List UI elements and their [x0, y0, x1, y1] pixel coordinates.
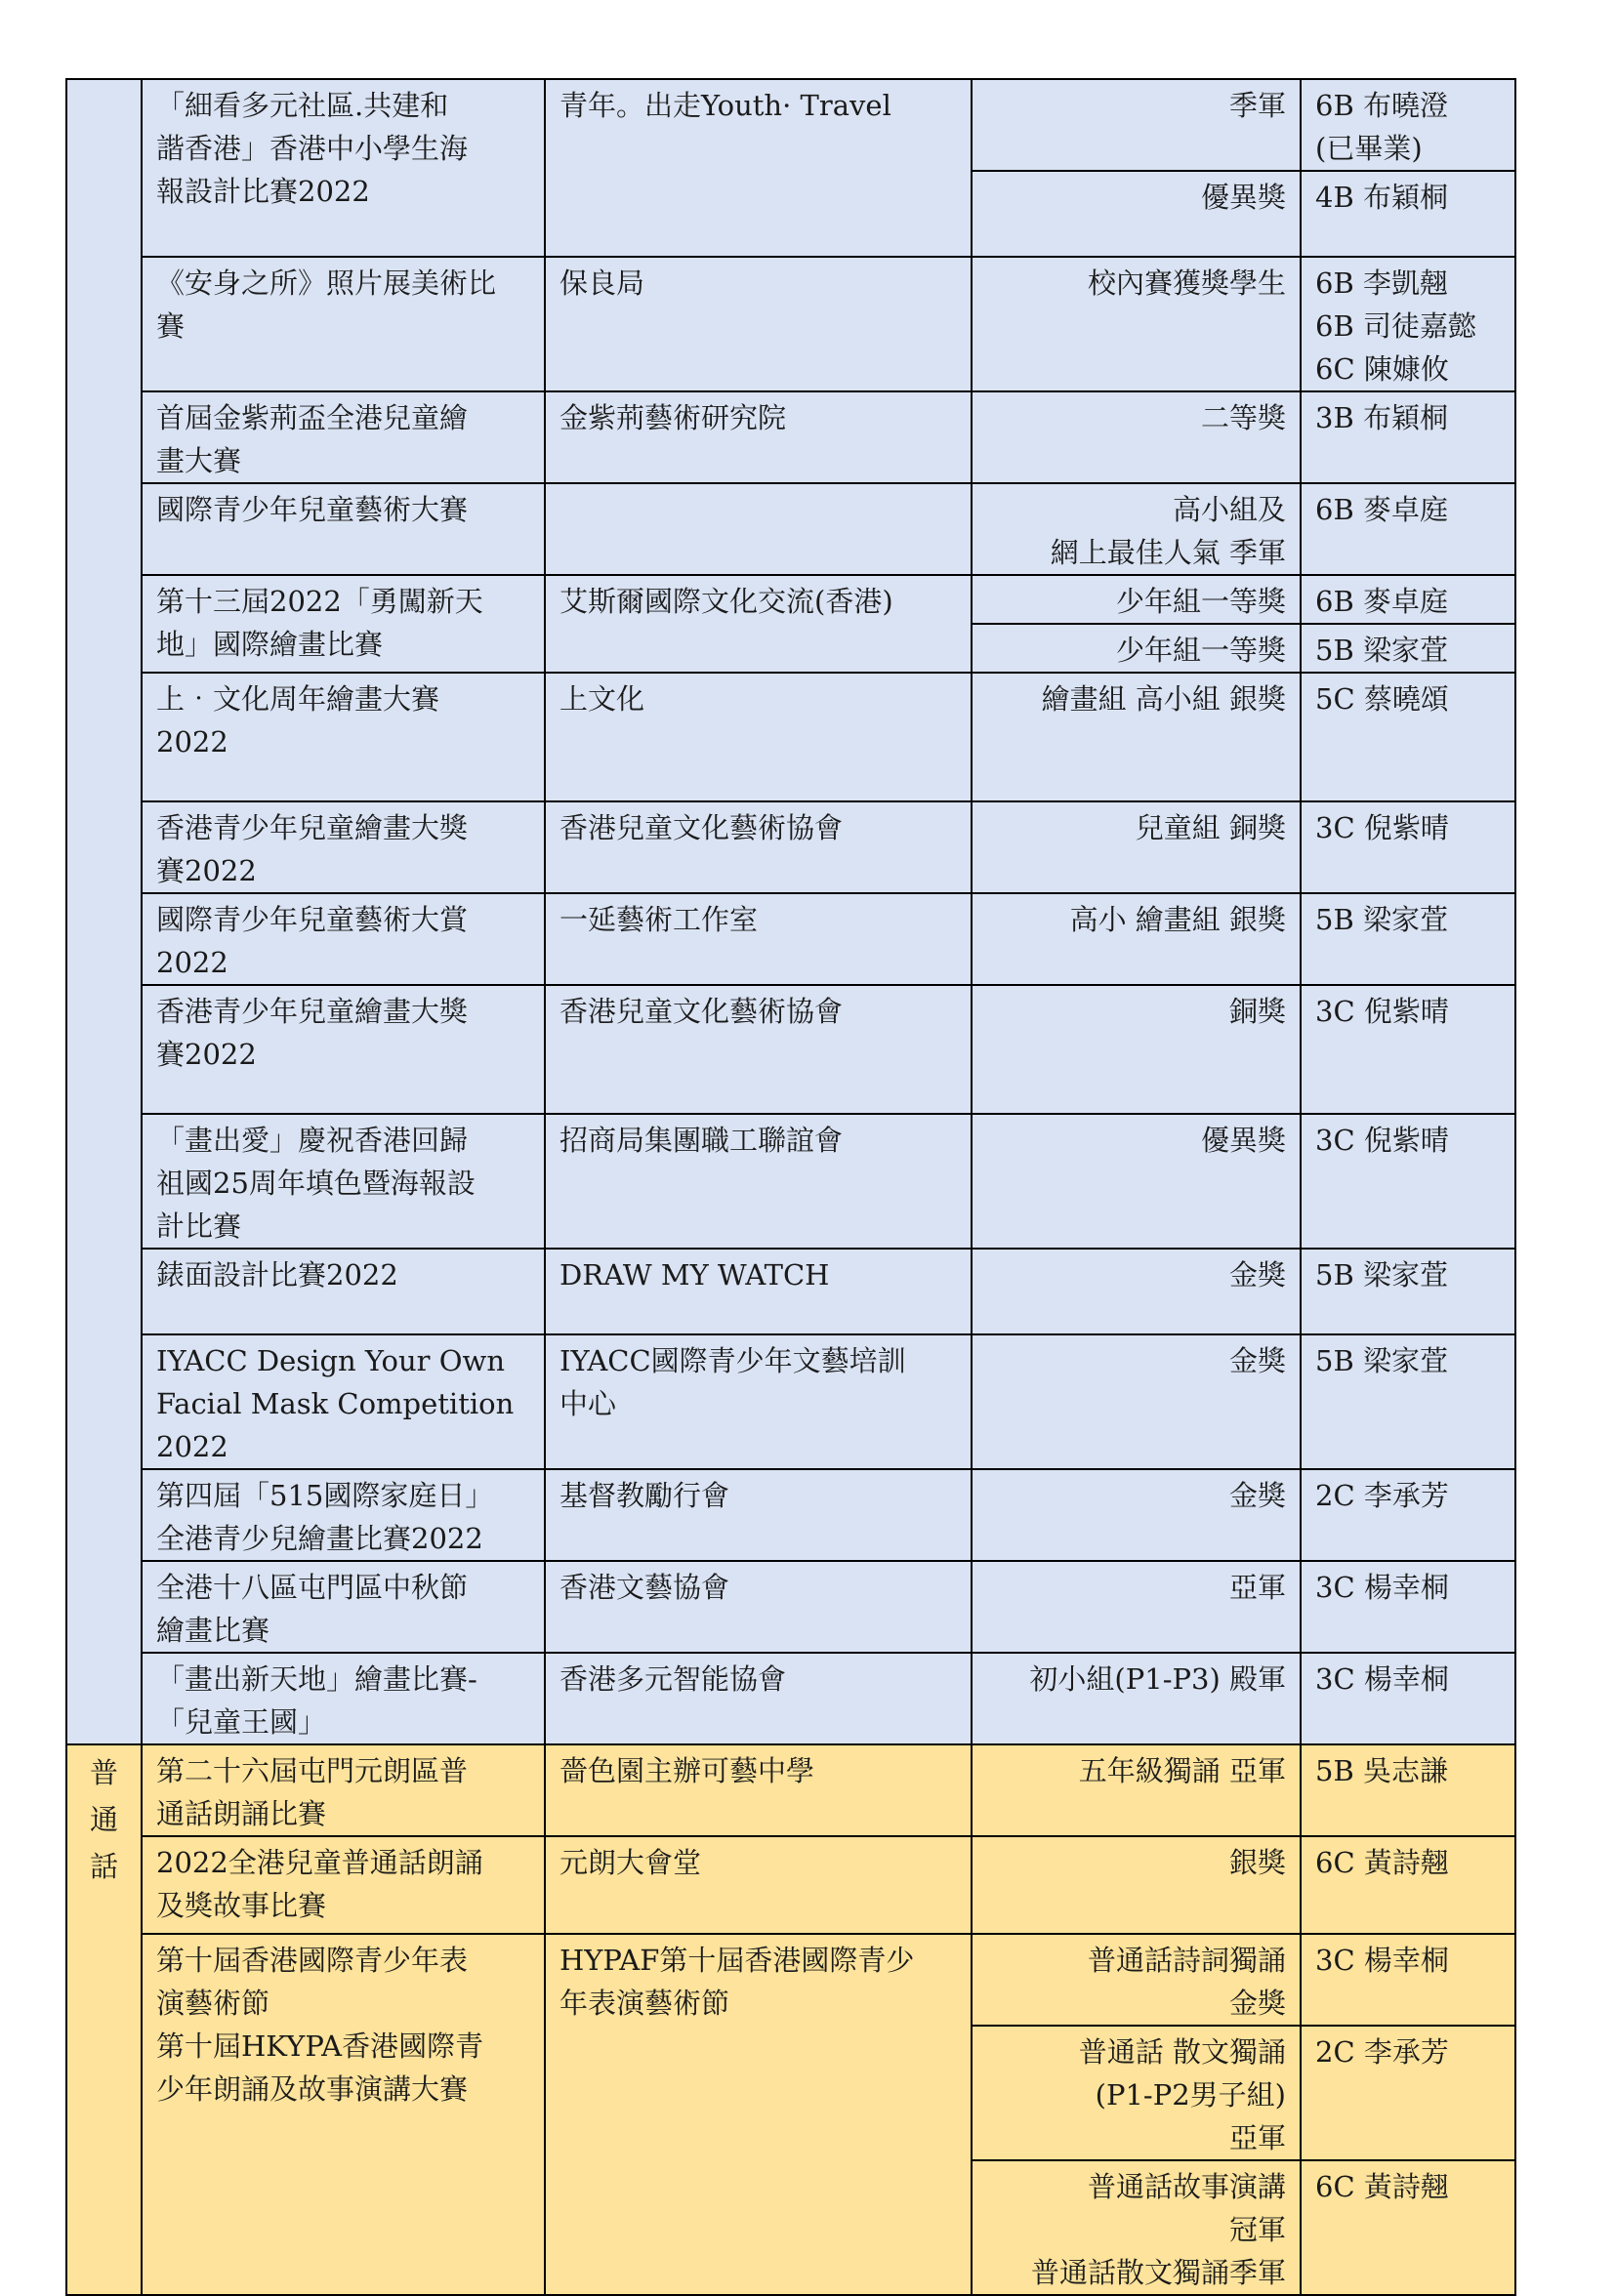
competition-cell — [142, 985, 545, 1114]
cell-line: 通話朗誦比賽 — [156, 1797, 327, 1830]
cell-line: 少年朗誦及故事演講大賽 — [156, 2072, 469, 2106]
cell-line: HYPAF第十屆香港國際青少 — [559, 1944, 915, 1977]
student-cell — [1301, 257, 1515, 391]
student-cell — [1301, 893, 1515, 985]
student-cell — [1301, 985, 1515, 1114]
competition-cell — [142, 1469, 545, 1561]
table-row — [66, 257, 1515, 391]
cell-line: 賽2022 — [156, 1038, 257, 1071]
cell-line: 季軍 — [1228, 89, 1286, 122]
student-cell — [1301, 1114, 1515, 1249]
cell-line: 亞軍 — [1228, 1571, 1286, 1604]
cell-line: 及獎故事比賽 — [156, 1889, 327, 1922]
cell-line: 4B 布穎桐 — [1315, 181, 1448, 214]
cell-line: 3C 楊幸桐 — [1315, 1662, 1449, 1696]
cell-line: 2022 — [156, 725, 228, 758]
award-cell — [972, 483, 1301, 575]
awards-table-body — [66, 79, 1515, 2295]
cell-line: 5C 蔡曉頌 — [1315, 682, 1449, 716]
organizer-cell — [545, 801, 972, 893]
organizer-cell — [545, 1114, 972, 1249]
organizer-cell — [545, 1744, 972, 1836]
cell-line: 金獎 — [1228, 1344, 1286, 1377]
table-row — [66, 1114, 1515, 1249]
cell-line: 2C 李承芳 — [1315, 2035, 1449, 2069]
organizer-cell — [545, 1934, 972, 2295]
competition-cell — [142, 575, 545, 673]
student-cell — [1301, 1836, 1515, 1934]
cell-line: 計比賽 — [156, 1210, 242, 1243]
cell-line: 金獎 — [1228, 1479, 1286, 1512]
cell-line: DRAW MY WATCH — [559, 1258, 830, 1292]
cell-line: 6B 司徒嘉懿 — [1315, 309, 1476, 343]
competition-cell — [142, 257, 545, 391]
award-cell — [972, 1249, 1301, 1334]
cell-line: 5B 梁家萓 — [1315, 1258, 1448, 1292]
table-row — [66, 79, 1515, 171]
competition-cell — [142, 1653, 545, 1744]
competition-cell — [142, 1114, 545, 1249]
award-cell — [972, 2026, 1301, 2160]
student-cell — [1301, 575, 1515, 624]
student-cell — [1301, 483, 1515, 575]
student-cell — [1301, 171, 1515, 257]
award-cell — [972, 673, 1301, 801]
awards-table — [65, 78, 1516, 2296]
cell-line: 國際青少年兒童藝術大賞 — [156, 903, 469, 936]
cell-line: 香港兒童文化藝術協會 — [559, 995, 844, 1028]
cell-line: 高小組及 — [1172, 493, 1286, 526]
cell-line: 優異獎 — [1200, 181, 1286, 214]
table-row — [66, 1249, 1515, 1334]
cell-line: 香港青少年兒童繪畫大獎 — [156, 995, 469, 1028]
award-cell — [972, 1934, 1301, 2026]
table-row — [66, 483, 1515, 575]
organizer-cell — [545, 575, 972, 673]
student-cell — [1301, 2160, 1515, 2295]
cell-line: 第十三屆2022「勇闖新天 — [156, 585, 483, 618]
award-cell — [972, 1334, 1301, 1469]
award-cell — [972, 171, 1301, 257]
category-char: 話 — [89, 1850, 118, 1883]
cell-line: 優異獎 — [1200, 1124, 1286, 1157]
cell-line: 6B 李凱翹 — [1315, 266, 1448, 300]
organizer-cell — [545, 391, 972, 483]
student-cell — [1301, 1334, 1515, 1469]
cell-line: 3C 楊幸桐 — [1315, 1944, 1449, 1977]
award-cell — [972, 1114, 1301, 1249]
cell-line: 元朗大會堂 — [559, 1846, 702, 1879]
organizer-cell — [545, 985, 972, 1114]
organizer-cell — [545, 1334, 972, 1469]
competition-cell — [142, 801, 545, 893]
student-cell — [1301, 1934, 1515, 2026]
award-cell — [972, 1653, 1301, 1744]
cell-line: 高小 繪畫組 銀獎 — [1069, 903, 1286, 936]
organizer-cell — [545, 1469, 972, 1561]
cell-line: 艾斯爾國際文化交流(香港) — [559, 585, 893, 618]
award-cell — [972, 801, 1301, 893]
cell-line: 金獎 — [1228, 1987, 1286, 2020]
cell-line: 2022全港兒童普通話朗誦 — [156, 1846, 483, 1879]
award-cell — [972, 624, 1301, 673]
cell-line: 3C 倪紫晴 — [1315, 1124, 1449, 1157]
cell-line: 普通話 散文獨誦 — [1078, 2035, 1286, 2069]
student-cell — [1301, 391, 1515, 483]
cell-line: IYACC國際青少年文藝培訓 — [559, 1344, 906, 1377]
award-cell — [972, 79, 1301, 171]
competition-cell — [142, 673, 545, 801]
cell-line: 年表演藝術節 — [559, 1987, 730, 2020]
cell-line: 繪畫組 高小組 銀獎 — [1041, 682, 1286, 716]
category-cell — [66, 79, 142, 1744]
cell-line: 普通話詩詞獨誦 — [1087, 1944, 1286, 1977]
table-row — [66, 1836, 1515, 1934]
award-cell — [972, 1744, 1301, 1836]
cell-line: 畫大賽 — [156, 444, 242, 477]
cell-line: 網上最佳人氣 季軍 — [1050, 536, 1286, 569]
organizer-cell — [545, 673, 972, 801]
table-row — [66, 1561, 1515, 1653]
table-row — [66, 893, 1515, 985]
table-row — [66, 673, 1515, 801]
cell-line: 少年組一等獎 — [1115, 585, 1286, 618]
cell-line: 全港十八區屯門區中秋節 — [156, 1571, 469, 1604]
cell-line: 3C 倪紫晴 — [1315, 811, 1449, 844]
competition-cell — [142, 1249, 545, 1334]
competition-cell — [142, 79, 545, 257]
cell-line: 上文化 — [559, 682, 645, 716]
cell-line: 「畫出愛」慶祝香港回歸 — [156, 1124, 469, 1157]
cell-line: (P1-P2男子組) — [1095, 2078, 1286, 2112]
cell-line: 招商局集團職工聯誼會 — [559, 1124, 844, 1157]
cell-line: 國際青少年兒童藝術大賽 — [156, 493, 469, 526]
cell-line: 諧香港」香港中小學生海 — [156, 132, 469, 165]
cell-line: 少年組一等獎 — [1115, 634, 1286, 667]
cell-line: 6B 布曉澄 — [1315, 89, 1448, 122]
competition-cell — [142, 1744, 545, 1836]
award-cell — [972, 391, 1301, 483]
cell-line: 香港多元智能協會 — [559, 1662, 787, 1696]
cell-line: 中心 — [559, 1387, 617, 1420]
award-cell — [972, 1836, 1301, 1934]
cell-line: 2022 — [156, 1430, 228, 1463]
cell-line: 6B 麥卓庭 — [1315, 493, 1448, 526]
cell-line: 「細看多元社區.共建和 — [156, 89, 449, 122]
cell-line: 銀獎 — [1228, 1846, 1286, 1879]
student-cell — [1301, 673, 1515, 801]
cell-line: 3C 倪紫晴 — [1315, 995, 1449, 1028]
cell-line: 兒童組 銅獎 — [1135, 811, 1286, 844]
award-cell — [972, 257, 1301, 391]
table-row — [66, 985, 1515, 1114]
competition-cell — [142, 893, 545, 985]
cell-line: 香港兒童文化藝術協會 — [559, 811, 844, 844]
cell-line: 錶面設計比賽2022 — [156, 1258, 398, 1292]
cell-line: 賽2022 — [156, 854, 257, 887]
cell-line: 第十屆香港國際青少年表 — [156, 1944, 469, 1977]
cell-line: 報設計比賽2022 — [156, 175, 370, 208]
cell-line: 普通話故事演講 — [1087, 2170, 1286, 2203]
cell-line: 金紫荊藝術研究院 — [559, 401, 787, 434]
cell-line: IYACC Design Your Own — [156, 1344, 506, 1377]
cell-line: (已畢業) — [1315, 132, 1423, 165]
cell-line: 《安身之所》照片展美術比 — [156, 266, 497, 300]
cell-line: Facial Mask Competition — [156, 1387, 515, 1420]
cell-line: 亞軍 — [1228, 2121, 1286, 2154]
cell-line: 香港文藝協會 — [559, 1571, 730, 1604]
cell-line: 5B 梁家萓 — [1315, 903, 1448, 936]
cell-line: 校內賽獲獎學生 — [1087, 266, 1286, 300]
table-row — [66, 1469, 1515, 1561]
cell-line: 2C 李承芳 — [1315, 1479, 1449, 1512]
category-char: 通 — [89, 1803, 118, 1836]
cell-line: 第十屆HKYPA香港國際青 — [156, 2030, 484, 2063]
cell-line: 祖國25周年填色暨海報設 — [156, 1167, 476, 1200]
table-row — [66, 1334, 1515, 1469]
student-cell — [1301, 1744, 1515, 1836]
cell-line: 3C 楊幸桐 — [1315, 1571, 1449, 1604]
competition-cell — [142, 483, 545, 575]
table-row — [66, 575, 1515, 624]
award-cell — [972, 1469, 1301, 1561]
cell-line: 一延藝術工作室 — [559, 903, 759, 936]
cell-line: 上‧文化周年繪畫大賽 — [156, 682, 440, 716]
student-cell — [1301, 1561, 1515, 1653]
cell-line: 6C 黃詩翹 — [1315, 1846, 1449, 1879]
student-cell — [1301, 1653, 1515, 1744]
cell-line: 演藝術節 — [156, 1987, 270, 2020]
organizer-cell — [545, 483, 972, 575]
cell-line: 第四屆「515國際家庭日」 — [156, 1479, 494, 1512]
organizer-cell — [545, 1561, 972, 1653]
cell-line: 5B 梁家萓 — [1315, 634, 1448, 667]
cell-line: 全港青少兒繪畫比賽2022 — [156, 1522, 483, 1555]
table-row — [66, 391, 1515, 483]
competition-cell — [142, 1836, 545, 1934]
organizer-cell — [545, 1836, 972, 1934]
cell-line: 普通話散文獨誦季軍 — [1030, 2256, 1286, 2289]
award-cell — [972, 575, 1301, 624]
award-cell — [972, 985, 1301, 1114]
category-cell — [66, 1744, 142, 2295]
cell-line: 地」國際繪畫比賽 — [156, 628, 384, 661]
cell-line: 青年。出走Youth· Travel — [559, 89, 891, 122]
cell-line: 「兒童王國」 — [156, 1705, 327, 1739]
organizer-cell — [545, 1249, 972, 1334]
cell-line: 6C 黃詩翹 — [1315, 2170, 1449, 2203]
award-cell — [972, 893, 1301, 985]
cell-line: 2022 — [156, 946, 228, 979]
cell-line: 金獎 — [1228, 1258, 1286, 1292]
cell-line: 繪畫比賽 — [156, 1614, 270, 1647]
competition-cell — [142, 1561, 545, 1653]
cell-line: 銅獎 — [1228, 995, 1286, 1028]
cell-line: 5B 梁家萓 — [1315, 1344, 1448, 1377]
organizer-cell — [545, 1653, 972, 1744]
table-row — [66, 801, 1515, 893]
cell-line: 保良局 — [559, 266, 645, 300]
cell-line: 基督教勵行會 — [559, 1479, 730, 1512]
organizer-cell — [545, 257, 972, 391]
student-cell — [1301, 624, 1515, 673]
competition-cell — [142, 1934, 545, 2295]
student-cell — [1301, 1469, 1515, 1561]
cell-line: 6C 陳嫝攸 — [1315, 352, 1449, 386]
category-char: 普 — [89, 1756, 118, 1789]
cell-line: 香港青少年兒童繪畫大獎 — [156, 811, 469, 844]
cell-line: 「畫出新天地」繪畫比賽- — [156, 1662, 477, 1696]
cell-line: 5B 吳志謙 — [1315, 1754, 1448, 1787]
competition-cell — [142, 1334, 545, 1469]
award-cell — [972, 2160, 1301, 2295]
table-row — [66, 1934, 1515, 2026]
student-cell — [1301, 1249, 1515, 1334]
cell-line: 首屆金紫荊盃全港兒童繪 — [156, 401, 469, 434]
organizer-cell — [545, 79, 972, 257]
competition-cell — [142, 391, 545, 483]
cell-line: 賽 — [156, 309, 186, 343]
student-cell — [1301, 801, 1515, 893]
organizer-cell — [545, 893, 972, 985]
cell-line: 第二十六屆屯門元朗區普 — [156, 1754, 469, 1787]
table-row — [66, 1744, 1515, 1836]
award-cell — [972, 1561, 1301, 1653]
table-row — [66, 1653, 1515, 1744]
cell-line: 冠軍 — [1228, 2213, 1286, 2246]
student-cell — [1301, 79, 1515, 171]
cell-line: 6B 麥卓庭 — [1315, 585, 1448, 618]
cell-line: 嗇色園主辦可藝中學 — [559, 1754, 815, 1787]
student-cell — [1301, 2026, 1515, 2160]
cell-line: 二等獎 — [1200, 401, 1286, 434]
cell-line: 3B 布穎桐 — [1315, 401, 1448, 434]
cell-line: 初小組(P1-P3) 殿軍 — [1029, 1662, 1286, 1696]
cell-line: 五年級獨誦 亞軍 — [1078, 1754, 1286, 1787]
